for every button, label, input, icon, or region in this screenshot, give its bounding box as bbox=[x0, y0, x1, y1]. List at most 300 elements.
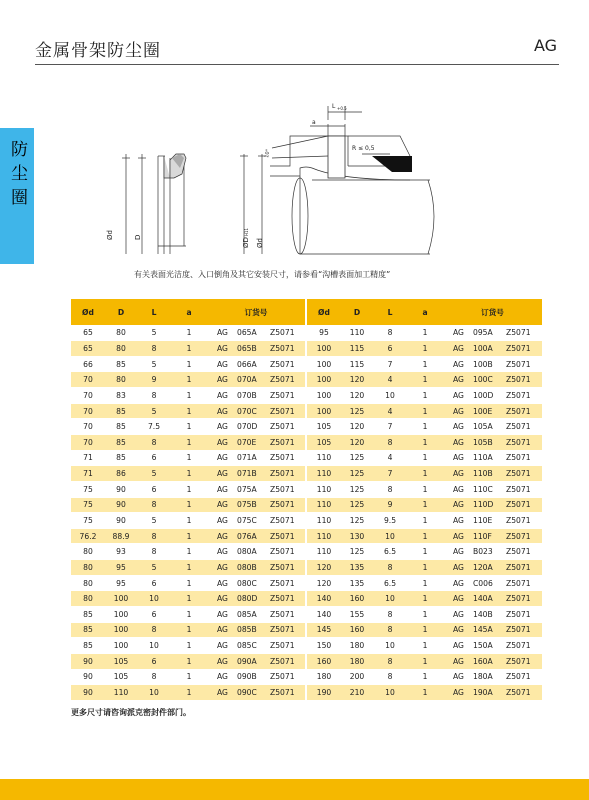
order-part: 110B bbox=[473, 469, 493, 479]
cell-a: 1 bbox=[407, 450, 443, 466]
cell-l: 6 bbox=[137, 653, 171, 669]
cell-l: 8 bbox=[137, 388, 171, 404]
cell-order-number bbox=[207, 513, 305, 529]
col-header-order: 订货号 bbox=[207, 299, 305, 325]
order-part: AG bbox=[453, 688, 464, 698]
order-part: AG bbox=[453, 547, 464, 557]
cell-a: 1 bbox=[171, 388, 207, 404]
cell-od: 140 bbox=[307, 607, 341, 623]
cell-a: 1 bbox=[171, 341, 207, 357]
cell-a: 1 bbox=[407, 481, 443, 497]
cell-od: 90 bbox=[71, 653, 105, 669]
order-part: AG bbox=[217, 375, 228, 385]
cell-order-number bbox=[207, 341, 305, 357]
cell-od: 75 bbox=[71, 481, 105, 497]
cell-d: 155 bbox=[341, 607, 373, 623]
cell-l: 6.5 bbox=[373, 544, 407, 560]
order-part: AG bbox=[217, 328, 228, 338]
cell-a: 1 bbox=[407, 466, 443, 482]
table-row bbox=[71, 466, 305, 482]
table-row bbox=[307, 497, 542, 513]
label-radius: R ≤ 0,5 bbox=[352, 145, 375, 152]
order-part: 190A bbox=[473, 688, 493, 698]
cell-l: 10 bbox=[373, 388, 407, 404]
cell-a: 1 bbox=[171, 591, 207, 607]
order-part: 085B bbox=[237, 625, 257, 635]
table-row bbox=[71, 607, 305, 623]
cell-a: 1 bbox=[171, 560, 207, 576]
table-row bbox=[71, 575, 305, 591]
cell-d: 120 bbox=[341, 372, 373, 388]
table-row bbox=[71, 653, 305, 669]
order-part: AG bbox=[217, 453, 228, 463]
cell-order-number bbox=[443, 560, 542, 576]
cell-l: 8 bbox=[373, 653, 407, 669]
cell-order-number bbox=[443, 403, 542, 419]
order-part: AG bbox=[217, 500, 228, 510]
order-part: Z5071 bbox=[506, 672, 531, 682]
order-part: AG bbox=[217, 531, 228, 541]
order-part: Z5071 bbox=[270, 500, 295, 510]
cell-a: 1 bbox=[171, 575, 207, 591]
order-part: Z5071 bbox=[506, 531, 531, 541]
table-row bbox=[307, 403, 542, 419]
order-part: 110E bbox=[473, 516, 493, 525]
cell-od: 65 bbox=[71, 325, 105, 341]
order-part: 150A bbox=[473, 641, 493, 651]
order-part: Z5071 bbox=[270, 656, 295, 666]
order-part: 120A bbox=[473, 562, 493, 572]
order-part: Z5071 bbox=[270, 343, 295, 353]
order-part: Z5071 bbox=[270, 390, 295, 400]
cell-d: 80 bbox=[105, 372, 137, 388]
order-part: Z5071 bbox=[270, 375, 295, 385]
cell-od: 150 bbox=[307, 638, 341, 654]
cell-l: 6 bbox=[137, 450, 171, 466]
order-part: Z5071 bbox=[506, 578, 531, 588]
table-row bbox=[71, 591, 305, 607]
cell-order-number bbox=[207, 575, 305, 591]
cell-od: 85 bbox=[71, 638, 105, 654]
order-part: 076A bbox=[237, 531, 257, 541]
cell-a: 1 bbox=[407, 669, 443, 685]
cell-l: 8 bbox=[137, 528, 171, 544]
cell-d: 90 bbox=[105, 513, 137, 529]
order-part: 100D bbox=[473, 390, 494, 400]
cell-od: 105 bbox=[307, 434, 341, 450]
cell-order-number bbox=[443, 575, 542, 591]
col-header-a: a bbox=[171, 299, 207, 325]
cell-order-number bbox=[443, 653, 542, 669]
cell-d: 110 bbox=[341, 325, 373, 341]
order-part: Z5071 bbox=[506, 359, 531, 369]
order-part: Z5071 bbox=[506, 390, 531, 400]
cell-od: 100 bbox=[307, 356, 341, 372]
cell-order-number bbox=[207, 591, 305, 607]
cell-a: 1 bbox=[171, 544, 207, 560]
order-part: AG bbox=[453, 500, 464, 510]
cell-od: 190 bbox=[307, 685, 341, 701]
label-h11-suffix: H11 bbox=[244, 227, 249, 236]
order-part: Z5071 bbox=[270, 609, 295, 619]
cell-l: 10 bbox=[373, 685, 407, 701]
order-part: AG bbox=[217, 641, 228, 651]
order-part: AG bbox=[453, 531, 464, 541]
cell-order-number bbox=[443, 528, 542, 544]
cell-a: 1 bbox=[171, 638, 207, 654]
cell-d: 88.9 bbox=[105, 528, 137, 544]
col-header-od: Ød bbox=[71, 299, 105, 325]
cell-a: 1 bbox=[407, 607, 443, 623]
cell-order-number bbox=[207, 325, 305, 341]
table-row bbox=[71, 325, 305, 341]
cell-order-number bbox=[443, 638, 542, 654]
cell-l: 10 bbox=[137, 591, 171, 607]
order-part: Z5071 bbox=[506, 609, 531, 619]
cell-l: 7 bbox=[373, 356, 407, 372]
order-part: AG bbox=[453, 328, 464, 338]
cell-a: 1 bbox=[407, 372, 443, 388]
table-row bbox=[307, 419, 542, 435]
order-part: Z5071 bbox=[506, 516, 531, 525]
order-part: 105B bbox=[473, 437, 493, 447]
cell-order-number bbox=[207, 388, 305, 404]
cell-d: 85 bbox=[105, 450, 137, 466]
cell-order-number bbox=[207, 560, 305, 576]
order-part: Z5071 bbox=[270, 437, 295, 447]
order-part: 070C bbox=[237, 406, 257, 416]
cell-od: 71 bbox=[71, 450, 105, 466]
order-part: 080B bbox=[237, 562, 257, 572]
order-part: C006 bbox=[473, 578, 493, 588]
table-row bbox=[71, 372, 305, 388]
order-part: Z5071 bbox=[270, 562, 295, 572]
cell-order-number bbox=[443, 372, 542, 388]
order-part: AG bbox=[453, 375, 464, 385]
side-tab-label: 防尘圈 bbox=[7, 140, 27, 212]
cell-d: 93 bbox=[105, 544, 137, 560]
table-row bbox=[307, 466, 542, 482]
col-header-order: 订货号 bbox=[443, 299, 542, 325]
cell-l: 8 bbox=[137, 622, 171, 638]
cell-order-number bbox=[207, 481, 305, 497]
cell-l: 8 bbox=[137, 434, 171, 450]
order-part: Z5071 bbox=[270, 594, 295, 604]
table-row bbox=[307, 434, 542, 450]
cell-a: 1 bbox=[407, 622, 443, 638]
order-part: Z5071 bbox=[506, 547, 531, 557]
table-row bbox=[307, 653, 542, 669]
cell-od: 80 bbox=[71, 591, 105, 607]
cell-a: 1 bbox=[407, 528, 443, 544]
cell-order-number bbox=[207, 622, 305, 638]
cell-a: 1 bbox=[407, 591, 443, 607]
cell-l: 9.5 bbox=[373, 513, 407, 529]
col-header-od: Ød bbox=[307, 299, 341, 325]
order-part: 140B bbox=[473, 609, 493, 619]
order-part: 066A bbox=[237, 359, 257, 369]
cell-d: 160 bbox=[341, 622, 373, 638]
table-row bbox=[307, 388, 542, 404]
cell-order-number bbox=[207, 544, 305, 560]
cell-d: 80 bbox=[105, 325, 137, 341]
cell-l: 6.5 bbox=[373, 575, 407, 591]
cell-d: 180 bbox=[341, 653, 373, 669]
cell-l: 6 bbox=[137, 575, 171, 591]
order-part: AG bbox=[217, 688, 228, 698]
cell-a: 1 bbox=[407, 434, 443, 450]
order-part: AG bbox=[217, 406, 228, 416]
order-part: AG bbox=[217, 390, 228, 400]
cell-a: 1 bbox=[171, 622, 207, 638]
cell-order-number bbox=[443, 466, 542, 482]
label-a: a bbox=[312, 119, 316, 126]
order-part: AG bbox=[217, 578, 228, 588]
cell-d: 135 bbox=[341, 575, 373, 591]
cell-l: 8 bbox=[373, 434, 407, 450]
order-part: Z5071 bbox=[270, 625, 295, 635]
cell-order-number bbox=[443, 481, 542, 497]
cell-a: 1 bbox=[407, 419, 443, 435]
order-part: 085C bbox=[237, 641, 257, 651]
order-part: AG bbox=[217, 609, 228, 619]
cell-od: 70 bbox=[71, 434, 105, 450]
order-part: 080C bbox=[237, 578, 257, 588]
order-part: Z5071 bbox=[506, 406, 531, 416]
table-row bbox=[71, 528, 305, 544]
cell-a: 1 bbox=[171, 434, 207, 450]
cell-order-number bbox=[443, 325, 542, 341]
cell-l: 5 bbox=[137, 513, 171, 529]
table-row bbox=[307, 638, 542, 654]
cell-od: 70 bbox=[71, 388, 105, 404]
order-part: AG bbox=[453, 656, 464, 666]
cell-a: 1 bbox=[171, 685, 207, 701]
table-row bbox=[307, 356, 542, 372]
cell-l: 5 bbox=[137, 466, 171, 482]
page-title: 金属骨架防尘圈 bbox=[35, 41, 161, 61]
order-part: AG bbox=[453, 453, 464, 463]
cell-l: 8 bbox=[373, 607, 407, 623]
size-table-right bbox=[307, 299, 542, 701]
col-header-l: L bbox=[373, 299, 407, 325]
order-part: 070D bbox=[237, 422, 258, 432]
col-header-d: D bbox=[341, 299, 373, 325]
cell-l: 8 bbox=[137, 544, 171, 560]
order-part: 065B bbox=[237, 343, 257, 353]
cell-l: 5 bbox=[137, 325, 171, 341]
cell-d: 95 bbox=[105, 560, 137, 576]
size-table-left bbox=[71, 299, 305, 701]
cell-order-number bbox=[207, 466, 305, 482]
table-row bbox=[307, 450, 542, 466]
cell-od: 110 bbox=[307, 466, 341, 482]
cell-od: 105 bbox=[307, 419, 341, 435]
cell-a: 1 bbox=[407, 356, 443, 372]
install-note: 有关表面光洁度、入口倒角及其它安装尺寸，请参看“沟槽表面加工精度” bbox=[134, 270, 391, 279]
order-part: AG bbox=[453, 406, 464, 416]
table-row bbox=[71, 356, 305, 372]
cell-d: 83 bbox=[105, 388, 137, 404]
cell-a: 1 bbox=[407, 638, 443, 654]
cell-od: 75 bbox=[71, 497, 105, 513]
cell-a: 1 bbox=[407, 544, 443, 560]
order-part: Z5071 bbox=[506, 422, 531, 432]
cell-a: 1 bbox=[171, 372, 207, 388]
cell-order-number bbox=[443, 497, 542, 513]
cell-l: 6 bbox=[137, 607, 171, 623]
cell-od: 110 bbox=[307, 513, 341, 529]
cell-od: 100 bbox=[307, 403, 341, 419]
order-part: 100E bbox=[473, 406, 493, 416]
order-part: 110D bbox=[473, 500, 494, 510]
order-part: Z5071 bbox=[270, 641, 295, 651]
cell-l: 8 bbox=[373, 325, 407, 341]
order-part: Z5071 bbox=[506, 328, 531, 338]
cell-od: 110 bbox=[307, 497, 341, 513]
cell-l: 8 bbox=[373, 622, 407, 638]
table-row bbox=[71, 513, 305, 529]
order-part: Z5071 bbox=[506, 469, 531, 479]
order-part: Z5071 bbox=[506, 453, 531, 463]
cell-order-number bbox=[443, 450, 542, 466]
order-part: 085A bbox=[237, 609, 257, 619]
order-part: AG bbox=[453, 609, 464, 619]
cell-d: 115 bbox=[341, 341, 373, 357]
cell-a: 1 bbox=[171, 528, 207, 544]
cell-l: 5 bbox=[137, 560, 171, 576]
cell-d: 125 bbox=[341, 497, 373, 513]
cell-order-number bbox=[207, 669, 305, 685]
order-part: AG bbox=[217, 437, 228, 447]
cell-order-number bbox=[207, 497, 305, 513]
label-od: Ød bbox=[106, 230, 114, 240]
table-row bbox=[71, 685, 305, 701]
cell-d: 85 bbox=[105, 356, 137, 372]
order-part: AG bbox=[453, 469, 464, 479]
cell-a: 1 bbox=[407, 513, 443, 529]
cell-l: 7 bbox=[373, 419, 407, 435]
order-part: AG bbox=[217, 422, 228, 432]
cell-od: 140 bbox=[307, 591, 341, 607]
order-part: 100B bbox=[473, 359, 493, 369]
table-row bbox=[307, 528, 542, 544]
order-part: Z5071 bbox=[270, 406, 295, 416]
cell-od: 100 bbox=[307, 372, 341, 388]
order-part: AG bbox=[453, 672, 464, 682]
order-part: Z5071 bbox=[506, 594, 531, 604]
order-part: Z5071 bbox=[506, 562, 531, 572]
cell-od: 120 bbox=[307, 560, 341, 576]
order-part: AG bbox=[453, 641, 464, 651]
cell-l: 4 bbox=[373, 450, 407, 466]
order-part: 080D bbox=[237, 594, 258, 604]
label-angle: 10° bbox=[264, 148, 272, 159]
order-part: Z5071 bbox=[270, 422, 295, 432]
order-part: AG bbox=[217, 469, 228, 479]
label-od-h11: ØD bbox=[242, 237, 250, 248]
cell-a: 1 bbox=[171, 466, 207, 482]
label-od2: Ød bbox=[256, 238, 264, 248]
table-row bbox=[307, 341, 542, 357]
order-part: Z5071 bbox=[506, 437, 531, 447]
cell-order-number bbox=[443, 356, 542, 372]
order-part: 071A bbox=[237, 453, 257, 463]
cell-d: 125 bbox=[341, 544, 373, 560]
cell-d: 130 bbox=[341, 528, 373, 544]
cell-l: 4 bbox=[373, 403, 407, 419]
table-row bbox=[307, 513, 542, 529]
order-part: AG bbox=[217, 625, 228, 635]
cell-d: 85 bbox=[105, 434, 137, 450]
cell-a: 1 bbox=[171, 653, 207, 669]
cell-d: 125 bbox=[341, 481, 373, 497]
cell-a: 1 bbox=[407, 388, 443, 404]
cell-l: 10 bbox=[137, 638, 171, 654]
cell-l: 7.5 bbox=[137, 419, 171, 435]
footnote: 更多尺寸请咨询派克密封件部门。 bbox=[71, 708, 191, 717]
cell-od: 71 bbox=[71, 466, 105, 482]
cell-l: 7 bbox=[373, 466, 407, 482]
cell-order-number bbox=[443, 388, 542, 404]
order-part: AG bbox=[453, 578, 464, 588]
cell-d: 125 bbox=[341, 403, 373, 419]
order-part: 070B bbox=[237, 390, 257, 400]
cell-a: 1 bbox=[171, 497, 207, 513]
cell-a: 1 bbox=[407, 685, 443, 701]
cell-d: 80 bbox=[105, 341, 137, 357]
table-row bbox=[71, 622, 305, 638]
label-l-tolerance: +0.5 bbox=[337, 106, 347, 111]
cell-d: 100 bbox=[105, 622, 137, 638]
order-part: Z5071 bbox=[270, 516, 295, 525]
order-part: AG bbox=[217, 562, 228, 572]
cell-d: 105 bbox=[105, 653, 137, 669]
col-header-l: L bbox=[137, 299, 171, 325]
order-part: Z5071 bbox=[270, 547, 295, 557]
cell-od: 110 bbox=[307, 481, 341, 497]
product-code: AG bbox=[533, 36, 557, 55]
order-part: 110A bbox=[473, 453, 493, 463]
table-row bbox=[71, 419, 305, 435]
order-part: B023 bbox=[473, 547, 493, 557]
order-part: 095A bbox=[473, 328, 493, 338]
order-part: 140A bbox=[473, 594, 493, 604]
table-row bbox=[307, 622, 542, 638]
cell-order-number bbox=[443, 607, 542, 623]
cell-a: 1 bbox=[407, 341, 443, 357]
col-header-a: a bbox=[407, 299, 443, 325]
cell-order-number bbox=[443, 622, 542, 638]
cell-od: 66 bbox=[71, 356, 105, 372]
order-part: AG bbox=[453, 437, 464, 447]
cell-d: 90 bbox=[105, 481, 137, 497]
order-part: 145A bbox=[473, 625, 493, 635]
label-d: D bbox=[134, 234, 142, 240]
table-row bbox=[71, 481, 305, 497]
order-part: AG bbox=[217, 343, 228, 353]
cell-l: 5 bbox=[137, 356, 171, 372]
cell-order-number bbox=[207, 356, 305, 372]
table-row bbox=[71, 638, 305, 654]
cell-l: 10 bbox=[373, 528, 407, 544]
order-part: 070E bbox=[237, 437, 257, 447]
cell-order-number bbox=[207, 528, 305, 544]
cell-a: 1 bbox=[171, 325, 207, 341]
table-row bbox=[71, 388, 305, 404]
cell-d: 125 bbox=[341, 513, 373, 529]
cell-l: 10 bbox=[373, 638, 407, 654]
